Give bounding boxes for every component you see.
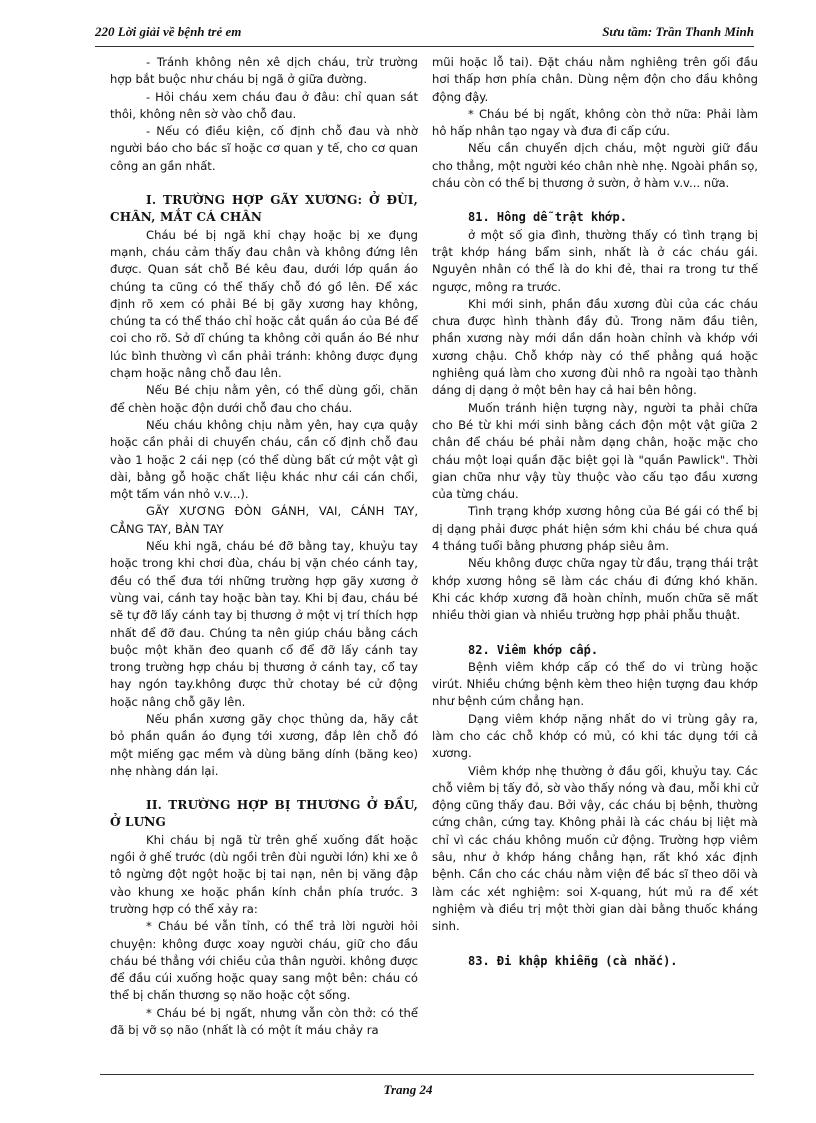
page-header (95, 22, 754, 47)
footer-divider (100, 1074, 754, 1075)
paragraph: * Cháu bé bị ngất, không còn thở nữa: Phải làm hô hấp nhân tạo ngay và đưa đi cấp cứu. (432, 106, 758, 139)
paragraph: Tình trạng khớp xương hông của Bé gái có thể bị dị dạng phải được phát hiện sớm khi cháu bé chưa quá 4 tháng tuổi bằng phương pháp siêu âm. (432, 504, 758, 554)
paragraph: Nếu phần xương gãy chọc thủng da, hãy cắt bỏ phần quần áo đụng tới xương, đắp lên chỗ đó một miếng gạc mềm và dùng băng dính (băng keo) nhẹ nhàng dán lại. (110, 711, 418, 778)
paragraph: Nếu cần chuyển dịch cháu, một người giữ đầu cho thẳng, một người kéo chân nhè nhẹ. Ngoài phần sọ, cháu còn có thể bị thương ở sườn, ở hàm v.v... nữa. (432, 141, 758, 191)
right-column (432, 54, 758, 970)
section-heading-head-back-injury: II. TRƯỜNG HỢP BỊ THƯƠNG Ở ĐẦU, Ở LƯNG (110, 798, 418, 830)
paragraph: Bệnh viêm khớp cấp có thể do vi trùng hoặc virút. Nhiều chứng bệnh kèm theo hiện tượng đau khớp như bệnh cúm chẳng hạn. (432, 659, 758, 709)
paragraph: Khi cháu bị ngã từ trên ghế xuống đất hoặc ngồi ở ghế trước (dù ngồi trên đùi người lớn) khi xe ô tô ngừng đột ngột hoặc bị tai nạn, nên bị văng đập vào khung xe hoặc phần kính chắn phía trước. 3 trường hợp có thể xảy ra: (110, 832, 418, 916)
collector-credit: Sưu tầm: Trần Thanh Minh (602, 24, 754, 39)
section-heading-83: 83. Đi khập khiễng (cà nhắc). (468, 953, 678, 968)
paragraph: - Tránh không nên xê dịch cháu, trừ trường hợp bắt buộc như cháu bị ngã ở giữa đường. (110, 55, 418, 87)
book-title: 220 Lời giải về bệnh trẻ em (95, 24, 242, 39)
paragraph: Viêm khớp nhẹ thường ở đầu gối, khuỷu tay. Các chỗ viêm bị tấy đỏ, sờ vào thấy nóng và đau, mỗi khi cử động cũng thấy đau. Bởi vậy, các cháu bị bệnh, thường cứng chân, cứng tay. Không phải là các cháu bị liệt mà chỉ vì các cháu không muốn cử động. Trường hợp viêm sâu, như ở khớp háng chẳng hạn, rất khó xác định bệnh. Cần cho các cháu nằm viện để bác sĩ theo dõi và làm các xét nghiệm: soi X-quang, hút mủ ra để xét nghiệm và điều trị một thời gian dài bằng thuốc kháng sinh. (432, 763, 758, 934)
paragraph: Muốn tránh hiện tượng này, người ta phải chữa cho Bé từ khi mới sinh bằng cách độn một vật giữa 2 chân để cháu bé phải nằm dạng chân, hoặc mặc cho cháu một loại quần đặc biệt gọi là "quần Pawlick". Thời gian chữa như vậy tùy thuộc vào cấu tạo đầu xương của từng cháu. (432, 400, 758, 502)
paragraph: * Cháu bé bị ngất, nhưng vẫn còn thở: có thể đã bị vỡ sọ não (nhất là có một ít máu chảy ra (110, 1005, 418, 1038)
paragraph: Dạng viêm khớp nặng nhất do vi trùng gây ra, làm cho các chỗ khớp có mủ, có khi tác dụng tới cả xương. (432, 711, 758, 761)
paragraph: * Cháu bé vẫn tỉnh, có thể trả lời người hỏi chuyện: không được xoay người cháu, giữ cho đầu cháu bé thẳng với chiều của thân người. không được để đầu cúi xuống hoặc quay sang một bên: cháu có thể bị chấn thương sọ não hoặc cột sống. (110, 919, 418, 1003)
paragraph: Khi mới sinh, phần đầu xương đùi của các cháu chưa được hình thành đầy đủ. Trong năm đầu tiên, phần xương này mới dần dần hoàn chỉnh và khớp với xương chậu. Chỗ khớp này có thể phẳng quá hoặc nghiêng quá làm cho xương đùi nhô ra ngoài tạo thành dáng dị dạng ở một bên hay cả hai bên hông. (432, 296, 758, 398)
paragraph: - Hỏi cháu xem cháu đau ở đâu: chỉ quan sát thôi, không nên sờ vào chỗ đau. (110, 89, 418, 121)
subheading-arm-fractures: GÃY XƯƠNG ĐÒN GÁNH, VAI, CÁNH TAY, CẲNG TAY, BÀN TAY (110, 504, 418, 536)
paragraph: Nếu không được chữa ngay từ đầu, trạng thái trật khớp xương hông sẽ làm các cháu đi đứng khó khăn. Khi các khớp xương đã hoàn chỉnh, muốn chữa sẽ mất nhiều thời gian và nhiều trường hợp phải phẫu thuật. (432, 556, 758, 623)
paragraph: Nếu Bé chịu nằm yên, có thể dùng gối, chăn để chèn hoặc độn dưới chỗ đau cho cháu. (110, 383, 418, 415)
section-heading-fractures: I. TRƯỜNG HỢP GÃY XƯƠNG: Ở ĐÙI, CHÂN, MẮT CÁ CHÂN (110, 193, 418, 225)
section-heading-81: 81. Hông dễ trật khớp. (468, 210, 627, 225)
paragraph: Nếu cháu không chịu nằm yên, hay cựa quậy hoặc cần phải di chuyển cháu, cần cố định chỗ đau vào 1 hoặc 2 cái nẹp (có thể dùng bất cứ một vật gì dài, bằng gỗ hoặc chất liệu khác như cái cán chổi, một tấm ván nhỏ v.v...). (110, 417, 418, 502)
paragraph: mũi hoặc lỗ tai). Đặt cháu nằm nghiêng trên gối đầu hơi thấp hơn phía chân. Dùng nệm độn cho đầu không động đậy. (432, 55, 758, 104)
paragraph: Nếu khi ngã, cháu bé đỡ bằng tay, khuỷu tay hoặc trong khi chơi đùa, cháu bị vặn chéo cánh tay, đều có thể đưa tới những trường hợp gãy xương ở vùng vai, cánh tay hoặc bàn tay. Khi bị đau, cháu bé sẽ tự đỡ lấy cánh tay bị thương ở một vị trí thích hợp nhất để đỡ đau. Chúng ta nên giúp cháu bằng cách buộc một khăn đeo quanh cổ để đỡ lấy cánh tay trong trường hợp cháu bị thương ở cánh tay, cổ tay hay ngón tay.không được thử chotay bé cử động hoặc nâng chỗ gãy lên. (110, 539, 418, 709)
paragraph: - Nếu có điều kiện, cố định chỗ đau và nhờ người báo cho bác sĩ hoặc cơ quan y tế, cho cơ quan công an gần nhất. (110, 124, 418, 173)
left-column (110, 54, 418, 1039)
paragraph: ở một số gia đình, thường thấy có tình trạng bị trật khớp háng bẩm sinh, nhất là ở các cháu gái. Nguyên nhân có thể là do khi đẻ, thai ra trong tư thế ngược, mông ra trước. (432, 227, 758, 294)
section-heading-82: 82. Viêm khớp cấp. (468, 642, 599, 657)
paragraph: Cháu bé bị ngã khi chạy hoặc bị xe đụng mạnh, cháu cảm thấy đau chân và không đứng lên được. Quan sát chỗ Bé kêu đau, dưới lớp quần áo chúng ta cũng có thể thấy chỗ đó gồ lên. Để xác định rõ xem có phải Bé bị gãy xương hay không, chúng ta có thể tháo chỉ hoặc cắt quần áo của Bé để coi cho rõ. Sở dĩ chúng ta không cởi quần áo Bé như lúc bình thường vì cần phải tránh: không được đụng chạm hoặc nâng chỗ đau lên. (110, 227, 418, 381)
page-number: Trang 24 (383, 1082, 433, 1097)
